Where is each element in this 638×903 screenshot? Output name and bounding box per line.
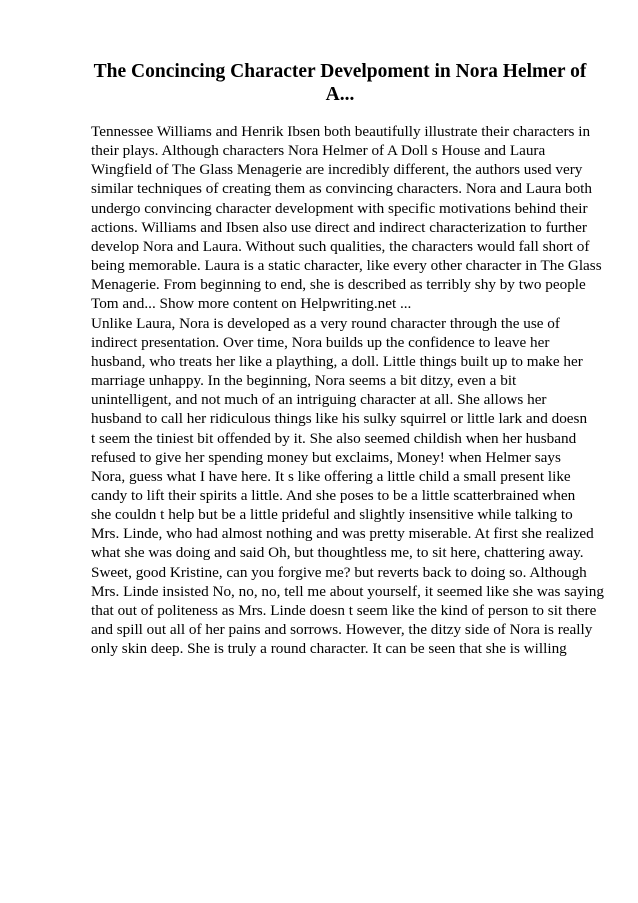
- body-line: Nora, guess what I have here. It s like offering a little child a small present like: [91, 467, 571, 485]
- body-line: being memorable. Laura is a static character, like every other character in The Glass: [91, 257, 602, 275]
- body-line: unintelligent, and not much of an intriguing character at all. She allows her: [91, 391, 547, 409]
- document-body: [91, 122, 611, 658]
- body-line: undergo convincing character development with specific motivations behind their: [91, 199, 588, 217]
- body-line: and spill out all of her pains and sorrows. However, the ditzy side of Nora is really: [91, 621, 593, 639]
- body-line: t seem the tiniest bit offended by it. She also seemed childish when her husband: [91, 429, 577, 447]
- body-line: Tennessee Williams and Henrik Ibsen both beautifully illustrate their characters in: [91, 123, 591, 140]
- body-line: marriage unhappy. In the beginning, Nora seems a bit ditzy, even a bit: [91, 372, 517, 390]
- body-line: husband to call her ridiculous things like his sulky squirrel or little lark and doesn: [91, 410, 588, 428]
- body-line: similar techniques of creating them as convincing characters. Nora and Laura both: [91, 180, 592, 198]
- body-line: develop Nora and Laura. Without such qualities, the characters would fall short of: [91, 237, 590, 255]
- body-line: candy to lift their spirits a little. And she poses to be a little scatterbrained when: [91, 486, 576, 504]
- body-line: she couldn t help but be a little prideful and slightly insensitive while talking to: [91, 506, 573, 524]
- body-line: only skin deep. She is truly a round character. It can be seen that she is willing: [91, 640, 567, 658]
- body-line: that out of politeness as Mrs. Linde doesn t seem like the kind of person to sit there: [91, 601, 597, 619]
- body-line: Sweet, good Kristine, can you forgive me? but reverts back to doing so. Although: [91, 563, 587, 581]
- document-title: [80, 60, 600, 106]
- body-line: indirect presentation. Over time, Nora builds up the confidence to leave her: [91, 333, 550, 351]
- body-line: actions. Williams and Ibsen also use direct and indirect characterization to further: [91, 218, 587, 236]
- body-line: Wingfield of The Glass Menagerie are incredibly different, the authors used very: [91, 161, 583, 179]
- body-line: their plays. Although characters Nora Helmer of A Doll s House and Laura: [91, 142, 546, 160]
- body-line: Unlike Laura, Nora is developed as a very round character through the use of: [91, 314, 560, 332]
- body-line: Tom and... Show more content on Helpwriting.net ...: [91, 295, 412, 313]
- body-line: what she was doing and said Oh, but thoughtless me, to sit here, chattering away.: [91, 544, 584, 562]
- body-line: husband, who treats her like a plaything, a doll. Little things built up to make her: [91, 352, 583, 370]
- body-line: refused to give her spending money but exclaims, Money! when Helmer says: [91, 448, 561, 466]
- body-line: Mrs. Linde insisted No, no, no, tell me about yourself, it seemed like she was saying: [91, 582, 604, 600]
- title-line-1: The Concincing Character Develpoment in Nora Helmer of: [93, 61, 587, 82]
- title-line-2: A...: [325, 84, 355, 105]
- body-line: Mrs. Linde, who had almost nothing and was pretty miserable. At first she realized: [91, 525, 594, 543]
- body-line: Menagerie. From beginning to end, she is described as terribly shy by two people: [91, 276, 586, 294]
